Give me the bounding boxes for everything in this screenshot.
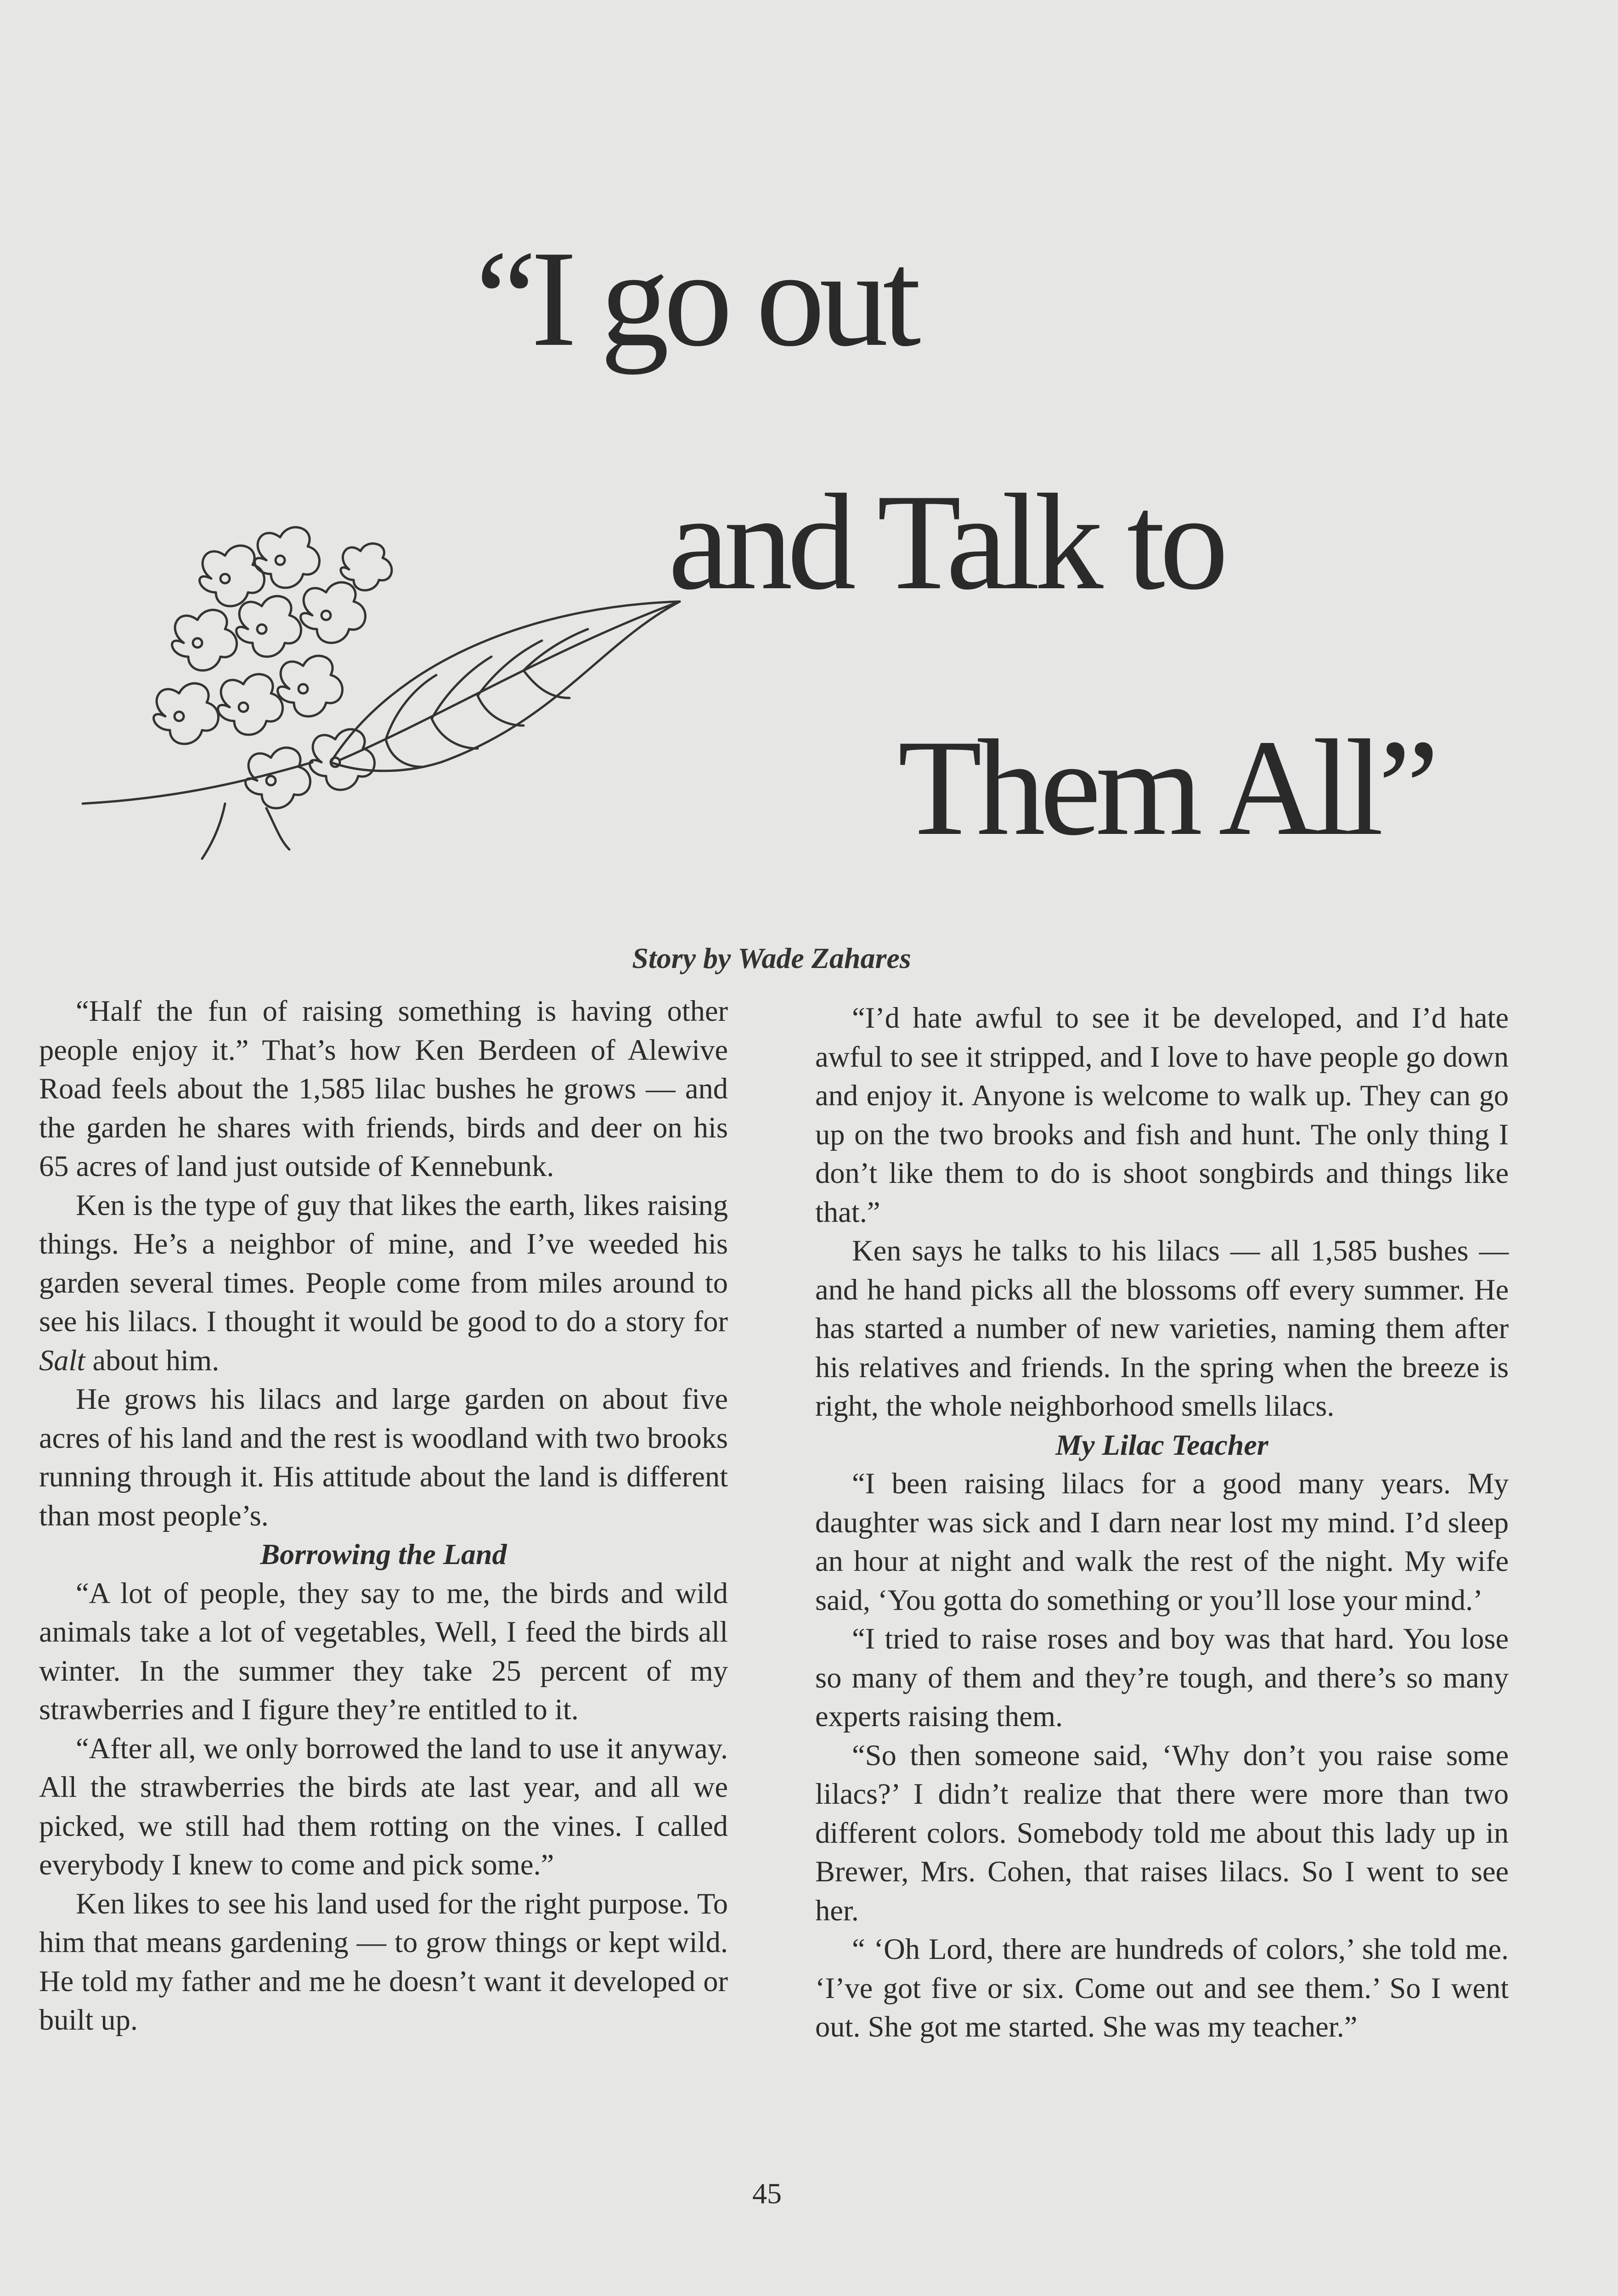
paragraph: “I tried to raise roses and boy was that hard. You lose so many of them and they’re tough, and there’s so many experts raising them. xyxy=(815,1622,1509,1733)
paragraph: “So then someone said, ‘Why don’t you raise some lilacs?’ I didn’t realize that there were more than two different colors. Somebody told me about this lady up in Brewer, Mrs. Cohen, that raises lilacs. So I went to see her. xyxy=(815,1739,1509,1927)
left-column xyxy=(39,992,728,2040)
paragraph: “ ‘Oh Lord, there are hundreds of colors,’ she told me. ‘I’ve got five or six. Come out and see them.’ So I went out. She got me started. She was my teacher.” xyxy=(815,1933,1509,2043)
page-number: 45 xyxy=(752,2177,782,2210)
byline: Story by Wade Zahares xyxy=(632,942,911,974)
paragraph: “Half the fun of raising something is having other people enjoy it.” That’s how Ken Berdeen of Alewive Road feels about the 1,585 lilac bushes he grows — and the garden he shares with friends, birds and deer on his 65 acres of land just outside of Kennebunk. xyxy=(39,995,728,1182)
paragraph-text: about him. xyxy=(85,1344,220,1377)
paragraph: Ken says he talks to his lilacs — all 1,585 bushes — and he hand picks all the blossoms off every summer. He has started a number of new varieties, naming them after his relatives and friends. In the spring when the breeze is right, the whole neighborhood smells lilacs. xyxy=(815,1234,1509,1422)
paragraph: “A lot of people, they say to me, the birds and wild animals take a lot of vegetables, Well, I feed the birds all winter. In the summer they take 25 percent of my strawberries and I figure they’re entitled to it. xyxy=(39,1576,728,1726)
title-line-2: and Talk to xyxy=(668,466,1223,618)
paragraph: “I been raising lilacs for a good many years. My daughter was sick and I darn near lost my mind. I’d sleep an hour at night and walk the rest of the night. My wife said, ‘You gotta do something or you’ll lose your mind.’ xyxy=(815,1467,1509,1616)
paragraph xyxy=(39,1186,728,1380)
paragraph-text: Ken is the type of guy that likes the earth, likes raising things. He’s a neighbor of mine, and I’ve weeded his garden several times. People come from miles around to see his lilacs. I thought it would be good to do a story for xyxy=(39,1188,728,1338)
title-line-1: “I go out xyxy=(475,222,916,375)
section-heading: My Lilac Teacher xyxy=(1055,1428,1268,1461)
paragraph: He grows his lilacs and large garden on about five acres of his land and the rest is woodland with two brooks running through it. His attitude about the land is different than most people’s. xyxy=(39,1383,728,1532)
paragraph: “After all, we only borrowed the land to use it anyway. All the strawberries the birds ate last year, and all we picked, we still had them rotting on the vines. I called everybody I knew to come and pick some.” xyxy=(39,1732,728,1881)
lilac-flower-illustration xyxy=(73,523,689,863)
paragraph: Ken likes to see his land used for the right purpose. To him that means gardening — to grow things or kept wild. He told my father and me he doesn’t want it developed or built up. xyxy=(39,1887,728,2036)
section-heading: Borrowing the Land xyxy=(260,1538,507,1570)
magazine-title: Salt xyxy=(39,1344,85,1377)
right-column xyxy=(815,999,1509,2047)
title-line-3: Them All” xyxy=(898,711,1434,864)
paragraph: “I’d hate awful to see it be developed, and I’d hate awful to see it stripped, and I love to have people go down and enjoy it. Anyone is welcome to walk up. They can go up on the two brooks and fish and hunt. The only thing I don’t like them to do is shoot songbirds and things like that.” xyxy=(815,1002,1509,1228)
